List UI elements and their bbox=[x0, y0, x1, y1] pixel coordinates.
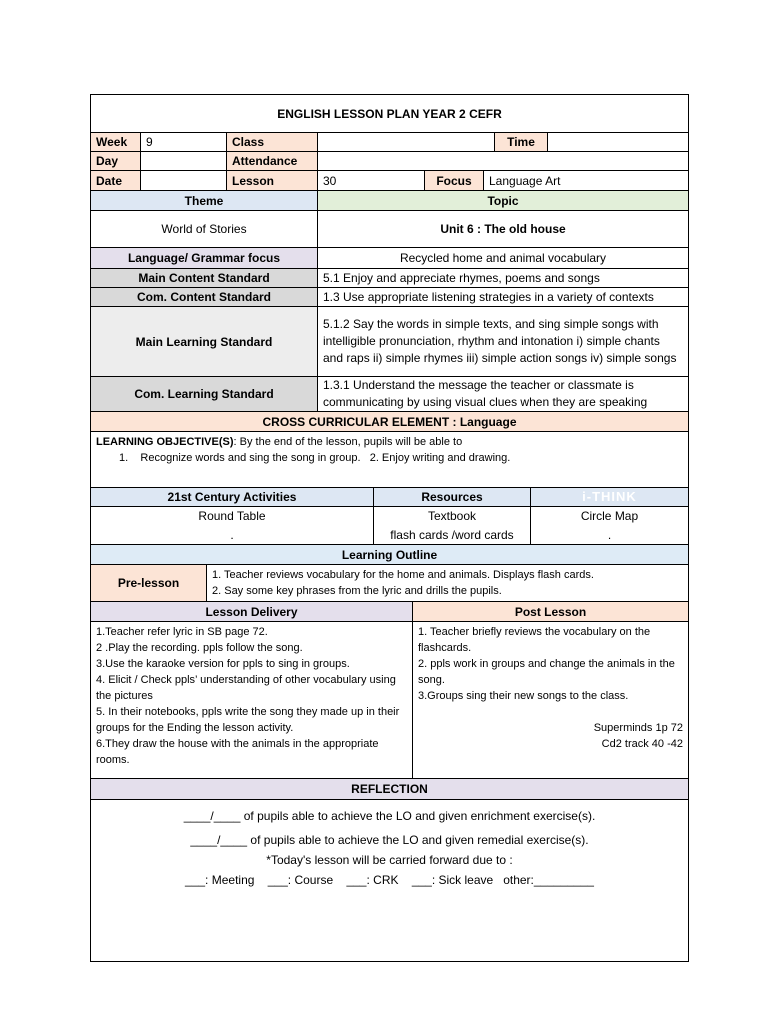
time-value bbox=[548, 133, 688, 151]
delivery-header-row bbox=[91, 602, 688, 622]
post-lesson-item: 2. ppls work in groups and change the animals in the song. bbox=[418, 658, 675, 686]
main-learning-value: 5.1.2 Say the words in simple texts, and sing simple songs with intelligible pronunciation, rhythm and intonation i) simple chants and raps ii) simple rhymes iii) simple action songs iv) simple songs bbox=[323, 317, 677, 365]
activities-value-cell bbox=[91, 507, 374, 544]
reflection-line: ____/____ of pupils able to achieve the LO and given remedial exercise(s). bbox=[190, 833, 589, 847]
delivery-item: 2 .Play the recording. ppls follow the song. bbox=[96, 642, 303, 654]
com-learning-label: Com. Learning Standard bbox=[91, 377, 318, 411]
date-value bbox=[141, 171, 227, 190]
day-row bbox=[91, 152, 688, 171]
class-value bbox=[318, 133, 495, 151]
resources-extra: flash cards /word cards bbox=[390, 527, 514, 542]
cross-curricular-row bbox=[91, 412, 688, 432]
activities-header-row bbox=[91, 488, 688, 507]
reflection-line: *Today's lesson will be carried forward due to : bbox=[266, 853, 513, 867]
objective-intro: : By the end of the lesson, pupils will be able to bbox=[233, 436, 463, 448]
day-value bbox=[141, 152, 227, 170]
topic-value: Unit 6 : The old house bbox=[440, 222, 566, 236]
com-content-label: Com. Content Standard bbox=[91, 288, 318, 306]
learning-outline-row bbox=[91, 545, 688, 565]
class-label: Class bbox=[227, 133, 318, 151]
learning-outline-label: Learning Outline bbox=[91, 545, 688, 564]
delivery-item: 6.They draw the house with the animals in the appropriate rooms. bbox=[96, 738, 379, 766]
grammar-label: Language/ Grammar focus bbox=[91, 248, 318, 268]
delivery-content bbox=[91, 622, 413, 778]
pre-lesson-item: 1. Teacher reviews vocabulary for the home and animals. Displays flash cards. bbox=[212, 569, 594, 581]
attendance-value bbox=[318, 152, 688, 170]
day-label: Day bbox=[91, 152, 141, 170]
post-lesson-label: Post Lesson bbox=[413, 602, 688, 621]
delivery-item: 1.Teacher refer lyric in SB page 72. bbox=[96, 626, 268, 638]
ithink-label: i-THINK bbox=[582, 489, 637, 504]
main-content-value: 5.1 Enjoy and appreciate rhymes, poems and songs bbox=[323, 271, 600, 285]
theme-topic-header bbox=[91, 191, 688, 211]
pre-lesson-content bbox=[207, 565, 688, 601]
cross-curricular-label: CROSS CURRICULAR ELEMENT : Language bbox=[91, 412, 688, 431]
week-row bbox=[91, 133, 688, 152]
main-content-label: Main Content Standard bbox=[91, 269, 318, 287]
resources-value-cell bbox=[374, 507, 531, 544]
post-lesson-ref: Superminds 1p 72 bbox=[593, 722, 683, 734]
theme-label: Theme bbox=[91, 191, 318, 210]
main-content-row bbox=[91, 269, 688, 288]
activities-extra: . bbox=[230, 527, 234, 542]
learning-objective bbox=[91, 432, 688, 487]
reflection-line: ___: Meeting ___: Course ___: CRK ___: Sick leave other:_________ bbox=[185, 873, 594, 887]
delivery-label: Lesson Delivery bbox=[91, 602, 413, 621]
ithink-value-cell bbox=[531, 507, 688, 544]
reflection-header-row bbox=[91, 779, 688, 800]
post-lesson-content bbox=[413, 622, 688, 778]
pre-lesson-label: Pre-lesson bbox=[91, 565, 207, 601]
com-content-value: 1.3 Use appropriate listening strategies in a variety of contexts bbox=[323, 290, 654, 304]
com-learning-value: 1.3.1 Understand the message the teacher or classmate is communicating by using visual clues when they are speaking bbox=[323, 378, 648, 409]
delivery-item: 5. In their notebooks, ppls write the song they made up in their groups for the Ending the lesson activity. bbox=[96, 706, 400, 734]
delivery-item: 4. Elicit / Check ppls’ understanding of other vocabulary using the pictures bbox=[96, 674, 396, 702]
date-row bbox=[91, 171, 688, 191]
post-lesson-item: 3.Groups sing their new songs to the class. bbox=[418, 690, 629, 702]
topic-label: Topic bbox=[318, 191, 688, 210]
lesson-value: 30 bbox=[318, 171, 425, 190]
lesson-label: Lesson bbox=[227, 171, 318, 190]
reflection-line: ____/____ of pupils able to achieve the LO and given enrichment exercise(s). bbox=[183, 809, 596, 823]
reflection-label: REFLECTION bbox=[91, 779, 688, 799]
com-learning-row bbox=[91, 377, 688, 412]
objective-label: LEARNING OBJECTIVE(S) bbox=[96, 436, 234, 448]
com-content-row bbox=[91, 288, 688, 307]
activities-value: Round Table bbox=[198, 509, 266, 524]
delivery-content-row bbox=[91, 622, 688, 779]
grammar-value: Recycled home and animal vocabulary bbox=[399, 251, 607, 265]
ithink-logo bbox=[531, 488, 688, 506]
objective-items: 1. Recognize words and sing the song in group. 2. Enjoy writing and drawing. bbox=[119, 452, 511, 464]
theme-topic-values bbox=[91, 211, 688, 248]
activities-label: 21st Century Activities bbox=[91, 488, 374, 506]
post-lesson-ref: Cd2 track 40 -42 bbox=[601, 738, 683, 750]
ithink-value: Circle Map bbox=[580, 509, 639, 524]
focus-value: Language Art bbox=[489, 173, 561, 188]
focus-label: Focus bbox=[425, 171, 484, 190]
main-learning-row bbox=[91, 307, 688, 377]
resources-value: Textbook bbox=[427, 509, 477, 524]
page-title: ENGLISH LESSON PLAN YEAR 2 CEFR bbox=[277, 106, 502, 121]
lesson-plan-form bbox=[90, 94, 689, 962]
time-label: Time bbox=[495, 133, 548, 151]
week-value: 9 bbox=[141, 133, 227, 151]
pre-lesson-row bbox=[91, 565, 688, 602]
pre-lesson-item: 2. Say some key phrases from the lyric and drills the pupils. bbox=[212, 585, 502, 597]
reflection-body bbox=[91, 800, 688, 960]
delivery-item: 3.Use the karaoke version for ppls to sing in groups. bbox=[96, 658, 350, 670]
ithink-extra: . bbox=[607, 527, 612, 542]
activities-values-row bbox=[91, 507, 688, 545]
attendance-label: Attendance bbox=[227, 152, 318, 170]
post-lesson-item: 1. Teacher briefly reviews the vocabulary on the flashcards. bbox=[418, 626, 651, 654]
theme-value: World of Stories bbox=[91, 211, 318, 247]
week-label: Week bbox=[91, 133, 141, 151]
grammar-row bbox=[91, 248, 688, 269]
resources-label: Resources bbox=[374, 488, 531, 506]
objective-row bbox=[91, 432, 688, 488]
title-row bbox=[91, 95, 688, 133]
main-learning-label: Main Learning Standard bbox=[91, 307, 318, 376]
date-label: Date bbox=[91, 171, 141, 190]
